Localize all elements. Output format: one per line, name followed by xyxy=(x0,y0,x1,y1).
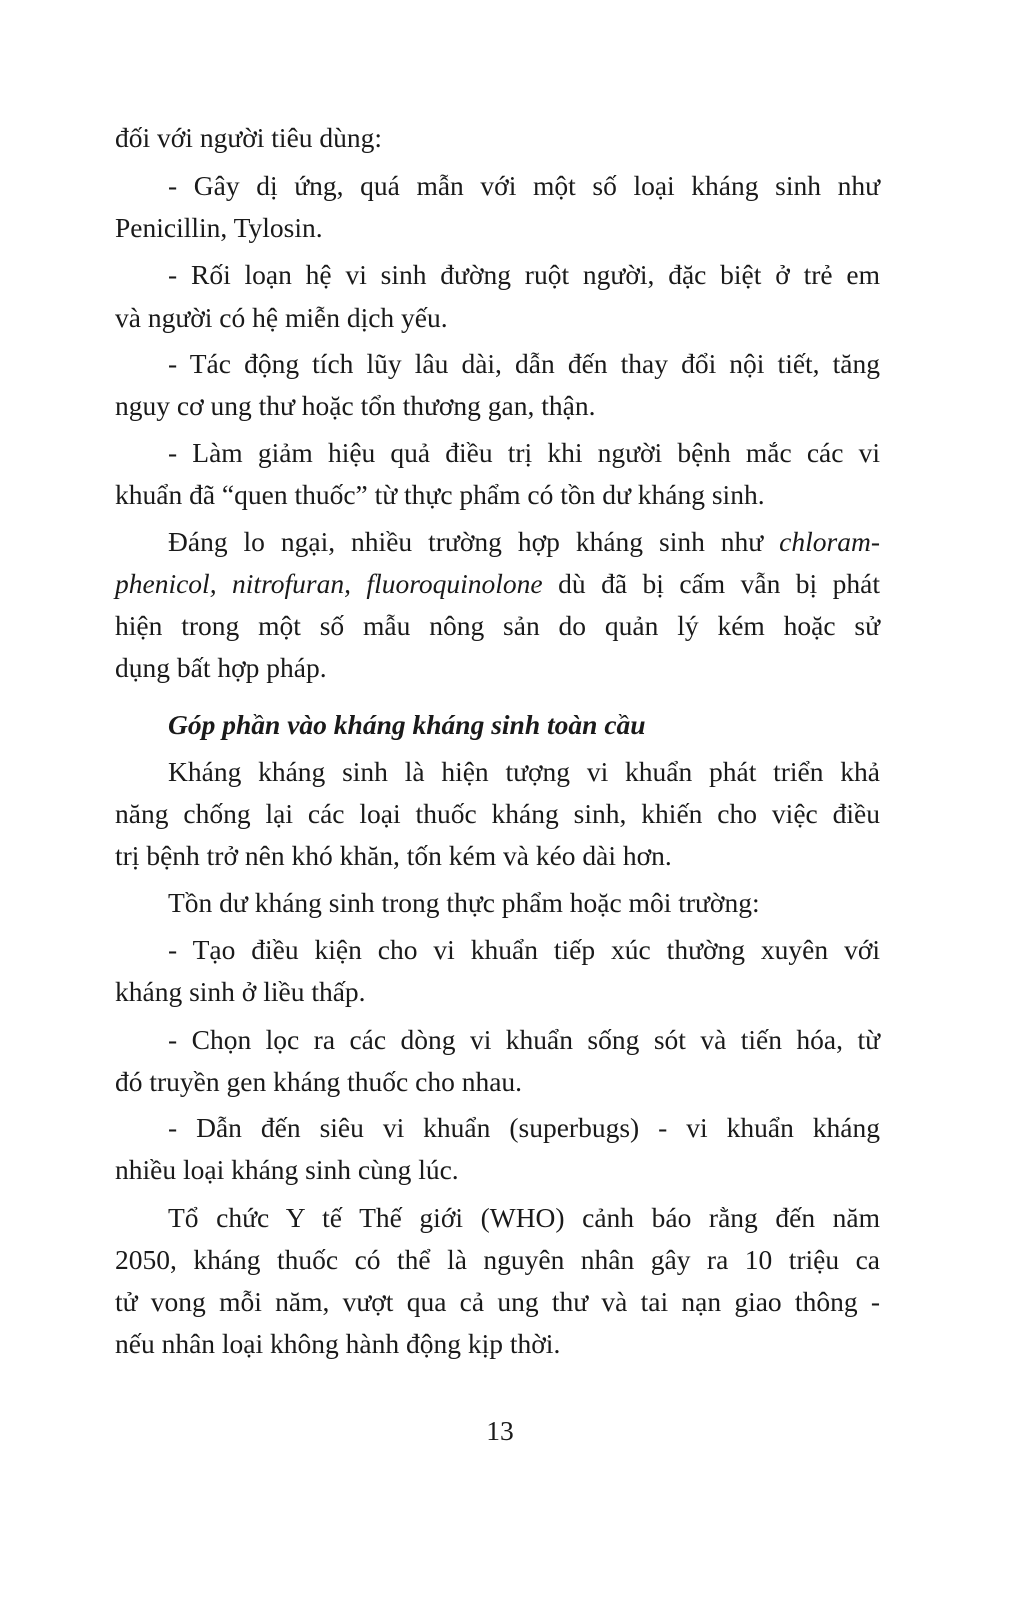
text-span: - Chọn lọc ra các dòng vi khuẩn sống sót và tiến hóa, từ xyxy=(168,1024,880,1055)
text-line xyxy=(115,475,880,515)
text-span: năng chống lại các loại thuốc kháng sinh, khiến cho việc điều xyxy=(115,798,880,829)
text-line xyxy=(115,208,880,248)
text-span: Góp phần vào kháng kháng sinh toàn cầu xyxy=(168,709,646,740)
text-span: đối với người tiêu dùng: xyxy=(115,122,383,153)
text-line xyxy=(115,298,880,338)
text-line xyxy=(115,564,880,604)
text-span: - Tạo điều kiện cho vi khuẩn tiếp xúc thường xuyên với xyxy=(168,934,880,965)
text-line xyxy=(115,648,880,688)
text-span: Kháng kháng sinh là hiện tượng vi khuẩn phát triển khả xyxy=(168,756,880,787)
text-span: Penicillin, Tylosin. xyxy=(115,212,323,243)
text-line xyxy=(115,1062,880,1102)
text-span: Tổ chức Y tế Thế giới (WHO) cảnh báo rằng đến năm xyxy=(168,1202,880,1233)
text-span: nguy cơ ung thư hoặc tổn thương gan, thận. xyxy=(115,390,596,421)
text-line xyxy=(168,522,880,562)
text-line xyxy=(168,166,880,206)
text-span: - Dẫn đến siêu vi khuẩn (superbugs) - vi khuẩn kháng xyxy=(168,1112,880,1143)
text-line xyxy=(115,118,880,158)
text-line xyxy=(168,883,880,923)
text-span: tử vong mỗi năm, vượt qua cả ung thư và tai nạn giao thông - xyxy=(115,1286,880,1317)
text-span: - Gây dị ứng, quá mẫn với một số loại kháng sinh như xyxy=(168,170,880,201)
text-span: - Rối loạn hệ vi sinh đường ruột người, đặc biệt ở trẻ em xyxy=(168,259,880,290)
text-span: và người có hệ miễn dịch yếu. xyxy=(115,302,448,333)
text-span: nhiều loại kháng sinh cùng lúc. xyxy=(115,1154,459,1185)
text-line xyxy=(168,1020,880,1060)
section-heading xyxy=(168,705,880,745)
text-span: nếu nhân loại không hành động kịp thời. xyxy=(115,1328,561,1359)
text-span: Tồn dư kháng sinh trong thực phẩm hoặc môi trường: xyxy=(168,887,760,918)
text-line xyxy=(115,386,880,426)
text-span: hiện trong một số mẫu nông sản do quản lý kém hoặc sử xyxy=(115,610,880,641)
italic-text: phenicol, nitrofuran, fluoroquinolone xyxy=(115,568,543,599)
text-line xyxy=(115,1282,880,1322)
text-line xyxy=(115,1324,880,1364)
text-line xyxy=(168,344,880,384)
text-line xyxy=(168,255,880,295)
text-span: - Làm giảm hiệu quả điều trị khi người bệnh mắc các vi xyxy=(168,437,880,468)
text-line xyxy=(115,606,880,646)
text-span: dù đã bị cấm vẫn bị phát xyxy=(542,568,881,599)
text-line xyxy=(115,972,880,1012)
text-span: trị bệnh trở nên khó khăn, tốn kém và kéo dài hơn. xyxy=(115,840,672,871)
text-span: dụng bất hợp pháp. xyxy=(115,652,327,683)
text-line xyxy=(168,930,880,970)
text-line xyxy=(168,752,880,792)
text-span: Đáng lo ngại, nhiều trường hợp kháng sinh như xyxy=(168,526,780,557)
text-line xyxy=(168,1108,880,1148)
text-line xyxy=(168,1198,880,1238)
text-span: 2050, kháng thuốc có thể là nguyên nhân gây ra 10 triệu ca xyxy=(115,1244,880,1275)
text-line xyxy=(168,433,880,473)
text-line xyxy=(115,794,880,834)
text-span: - Tác động tích lũy lâu dài, dẫn đến thay đổi nội tiết, tăng xyxy=(168,348,880,379)
text-line xyxy=(115,1150,880,1190)
text-span: đó truyền gen kháng thuốc cho nhau. xyxy=(115,1066,523,1097)
text-span: kháng sinh ở liều thấp. xyxy=(115,976,366,1007)
text-line xyxy=(115,1240,880,1280)
text-line xyxy=(115,836,880,876)
text-span: khuẩn đã “quen thuốc” từ thực phẩm có tồn dư kháng sinh. xyxy=(115,479,765,510)
italic-text: chloram- xyxy=(779,526,880,557)
page-number: 13 xyxy=(486,1415,514,1446)
